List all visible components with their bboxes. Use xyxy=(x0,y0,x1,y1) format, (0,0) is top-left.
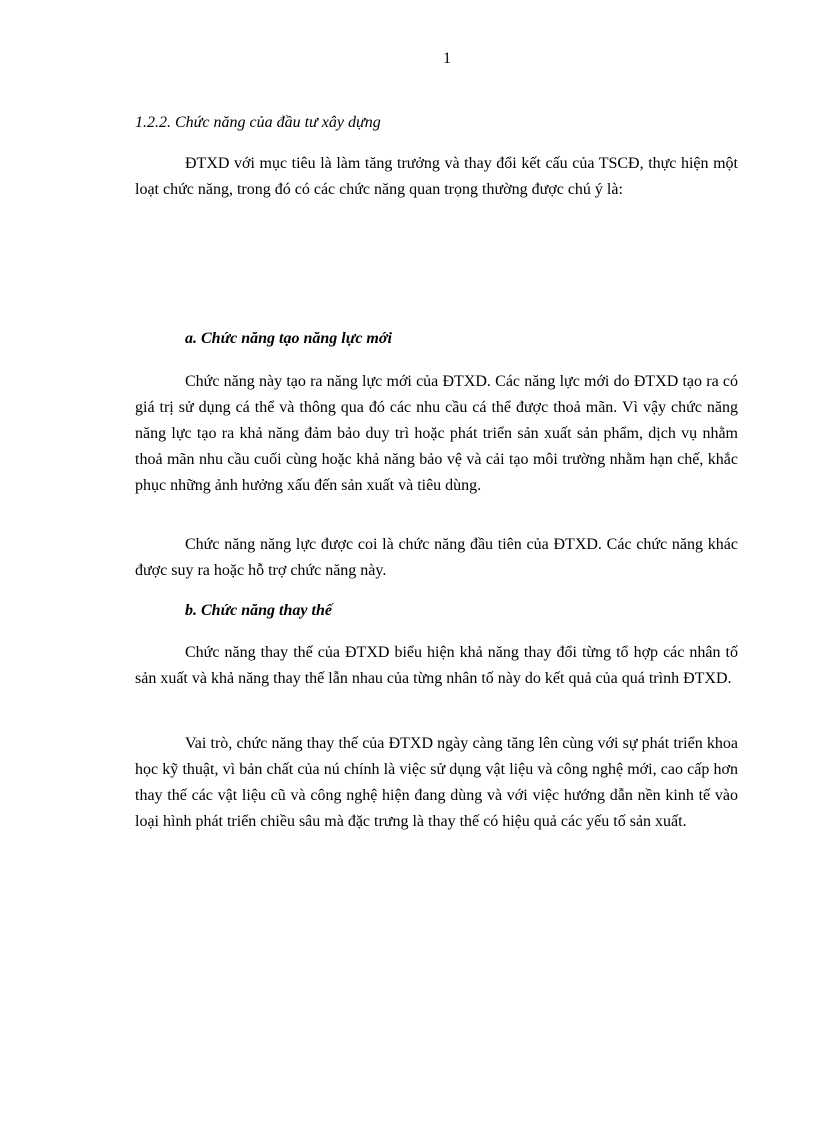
subsection-b-heading: b. Chức năng thay thế xyxy=(185,602,332,619)
page-number: 1 xyxy=(443,50,451,67)
intro-paragraph: ĐTXD với mục tiêu là làm tăng trưởng và thay đổi kết cấu của TSCĐ, thực hiện một loạt chức năng, trong đó có các chức năng quan trọng thường được chú ý là: xyxy=(135,155,738,198)
subsection-b-paragraph-2: Vai trò, chức năng thay thế của ĐTXD ngày càng tăng lên cùng với sự phát triển khoa học kỹ thuật, vì bản chất của nú chính là việc sử dụng vật liệu và công nghệ mới, cao cấp hơn thay thế các vật liệu cũ và công nghệ hiện đang dùng và với việc hướng dẫn nền kinh tế vào loại hình phát triển chiều sâu mà đặc trưng là thay thế có hiệu quả các yếu tố sản xuất. xyxy=(135,735,738,830)
section-heading: 1.2.2. Chức năng của đầu tư xây dựng xyxy=(135,114,381,131)
subsection-a-paragraph-2: Chức năng năng lực được coi là chức năng đầu tiên của ĐTXD. Các chức năng khác được suy ra hoặc hỗ trợ chức năng này. xyxy=(135,536,738,579)
subsection-a-paragraph-1: Chức năng này tạo ra năng lực mới của ĐTXD. Các năng lực mới do ĐTXD tạo ra có giá trị sử dụng cá thể và thông qua đó các nhu cầu cá thể được thoả mãn. Vì vậy chức năng năng lực tạo ra khả năng đảm bảo duy trì hoặc phát triển sản xuất sản phẩm, dịch vụ nhằm thoả mãn nhu cầu cuối cùng hoặc khả năng bảo vệ và cải tạo môi trường nhằm hạn chế, khắc phục những ảnh hưởng xấu đến sản xuất và tiêu dùng. xyxy=(135,373,738,494)
subsection-b-paragraph-1: Chức năng thay thế của ĐTXD biểu hiện khả năng thay đổi từng tổ hợp các nhân tố sản xuất và khả năng thay thế lẫn nhau của từng nhân tố này do kết quả của quá trình ĐTXD. xyxy=(135,644,738,687)
subsection-a-heading: a. Chức năng tạo năng lực mới xyxy=(185,330,392,347)
